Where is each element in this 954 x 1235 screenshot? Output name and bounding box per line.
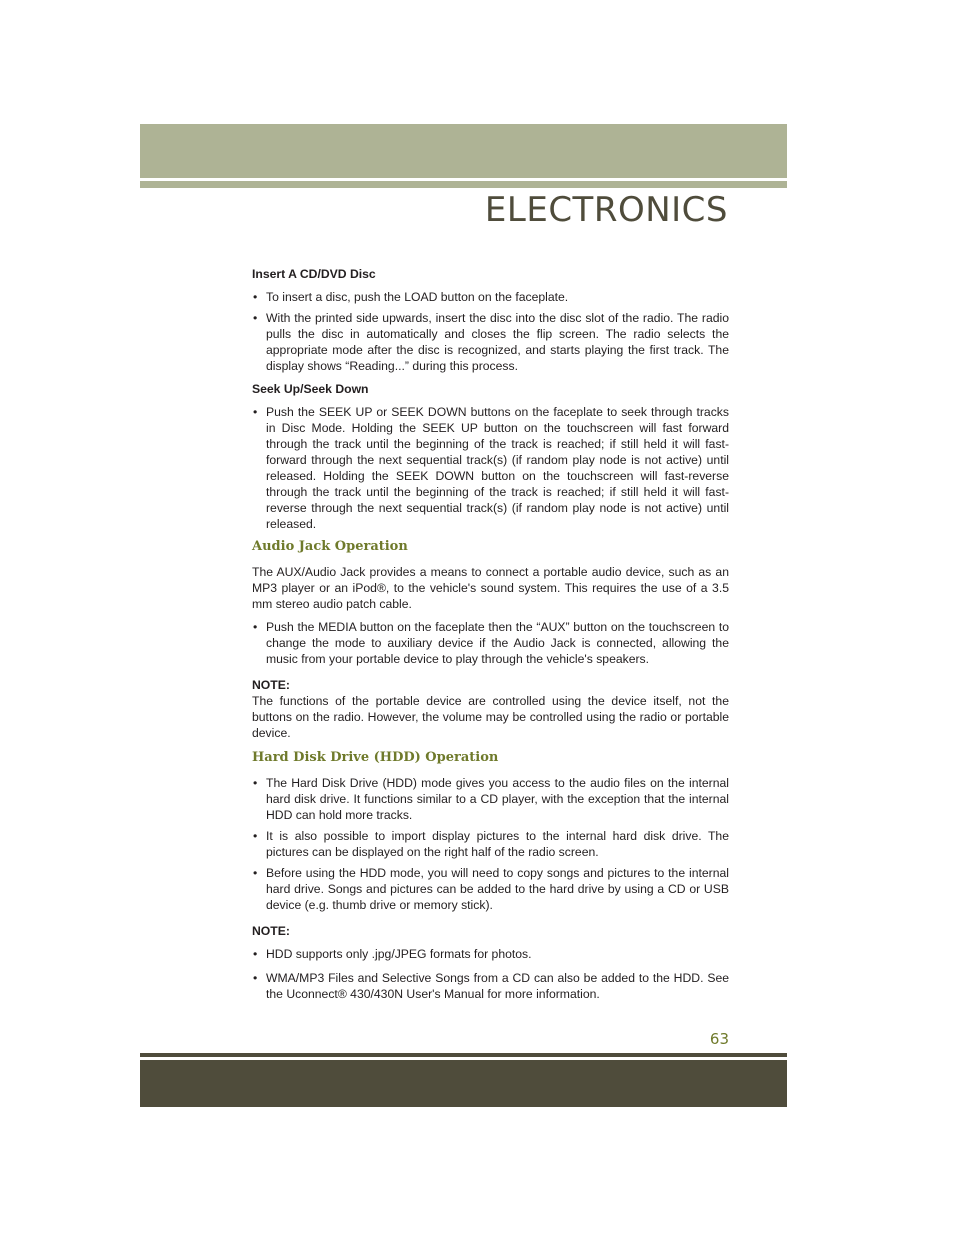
list-item: • The Hard Disk Drive (HDD) mode gives you access to the audio files on the internal hard disk drive. It functions similar to a CD player, with the exception that the internal HDD can hold more tracks. bbox=[253, 776, 729, 822]
bullet-icon: • bbox=[253, 290, 258, 304]
footer-band bbox=[140, 1060, 787, 1107]
bullet-icon: • bbox=[253, 829, 258, 843]
list-item: • Push the SEEK UP or SEEK DOWN buttons on the faceplate to seek through tracks in Disc Mode. Holding the SEEK UP button on the touchscreen will fast forward through the track until the beginning of the track is reached; if still held it will fast-forward through the next sequential track(s) (if random play node is not active) until released. Holding the SEEK DOWN button on the touchscreen will fast-reverse through the track until the beginning of the track is reached; if still held it will fast-reverse through the next sequential track(s) (if random play node is not active) until released. bbox=[253, 405, 729, 531]
audio-jack-list bbox=[252, 619, 729, 667]
page-content bbox=[252, 266, 729, 1009]
list-item: • Push the MEDIA button on the faceplate then the “AUX” button on the touchscreen to change the mode to auxiliary device if the Audio Jack is connected, allowing the music from your portable device to play through the vehicle's speakers. bbox=[253, 620, 729, 666]
bullet-icon: • bbox=[253, 971, 258, 985]
hdd-note-list bbox=[252, 946, 729, 1002]
seek-heading: Seek Up/Seek Down bbox=[252, 382, 369, 396]
list-item: • HDD supports only .jpg/JPEG formats for photos. bbox=[253, 947, 532, 961]
audio-jack-note-text: The functions of the portable device are controlled using the device itself, not the buttons on the radio. However, the volume may be controlled using the radio or portable device. bbox=[252, 694, 729, 740]
audio-jack-note-label: NOTE: bbox=[252, 678, 290, 692]
bullet-icon: • bbox=[253, 311, 258, 325]
audio-jack-heading: Audio Jack Operation bbox=[252, 539, 408, 554]
insert-disc-list bbox=[252, 289, 729, 374]
list-item: • It is also possible to import display pictures to the internal hard disk drive. The pictures can be displayed on the right half of the radio screen. bbox=[253, 829, 729, 859]
bullet-icon: • bbox=[253, 776, 258, 790]
hdd-heading: Hard Disk Drive (HDD) Operation bbox=[252, 750, 499, 765]
hdd-note-label: NOTE: bbox=[252, 924, 290, 938]
list-item: • With the printed side upwards, insert the disc into the disc slot of the radio. The radio pulls the disc in automatically and closes the flip screen. The radio selects the appropriate mode after the disc is recognized, and starts playing the first track. The display shows “Reading...” during this process. bbox=[253, 311, 729, 373]
hdd-list bbox=[252, 775, 729, 913]
header-rule bbox=[140, 181, 787, 188]
section-title: ELECTRONICS bbox=[484, 190, 728, 230]
bullet-icon: • bbox=[253, 866, 258, 880]
page-number: 63 bbox=[709, 1030, 729, 1048]
insert-disc-heading: Insert A CD/DVD Disc bbox=[252, 267, 376, 281]
header-band bbox=[140, 124, 787, 178]
seek-list bbox=[252, 404, 729, 532]
bullet-icon: • bbox=[253, 620, 258, 634]
list-item: • Before using the HDD mode, you will need to copy songs and pictures to the internal hard drive. Songs and pictures can be added to the hard drive by using a CD or USB device (e.g. thumb drive or memory stick). bbox=[253, 866, 729, 912]
footer-rule bbox=[140, 1053, 787, 1057]
list-item: • To insert a disc, push the LOAD button on the faceplate. bbox=[253, 290, 569, 304]
bullet-icon: • bbox=[253, 947, 258, 961]
list-item: • WMA/MP3 Files and Selective Songs from a CD can also be added to the HDD. See the Uconnect® 430/430N User's Manual for more information. bbox=[253, 971, 729, 1001]
bullet-icon: • bbox=[253, 405, 258, 419]
audio-jack-intro: The AUX/Audio Jack provides a means to connect a portable audio device, such as an MP3 player or an iPod®, to the vehicle's sound system. This requires the use of a 3.5 mm stereo audio patch cable. bbox=[252, 565, 729, 611]
